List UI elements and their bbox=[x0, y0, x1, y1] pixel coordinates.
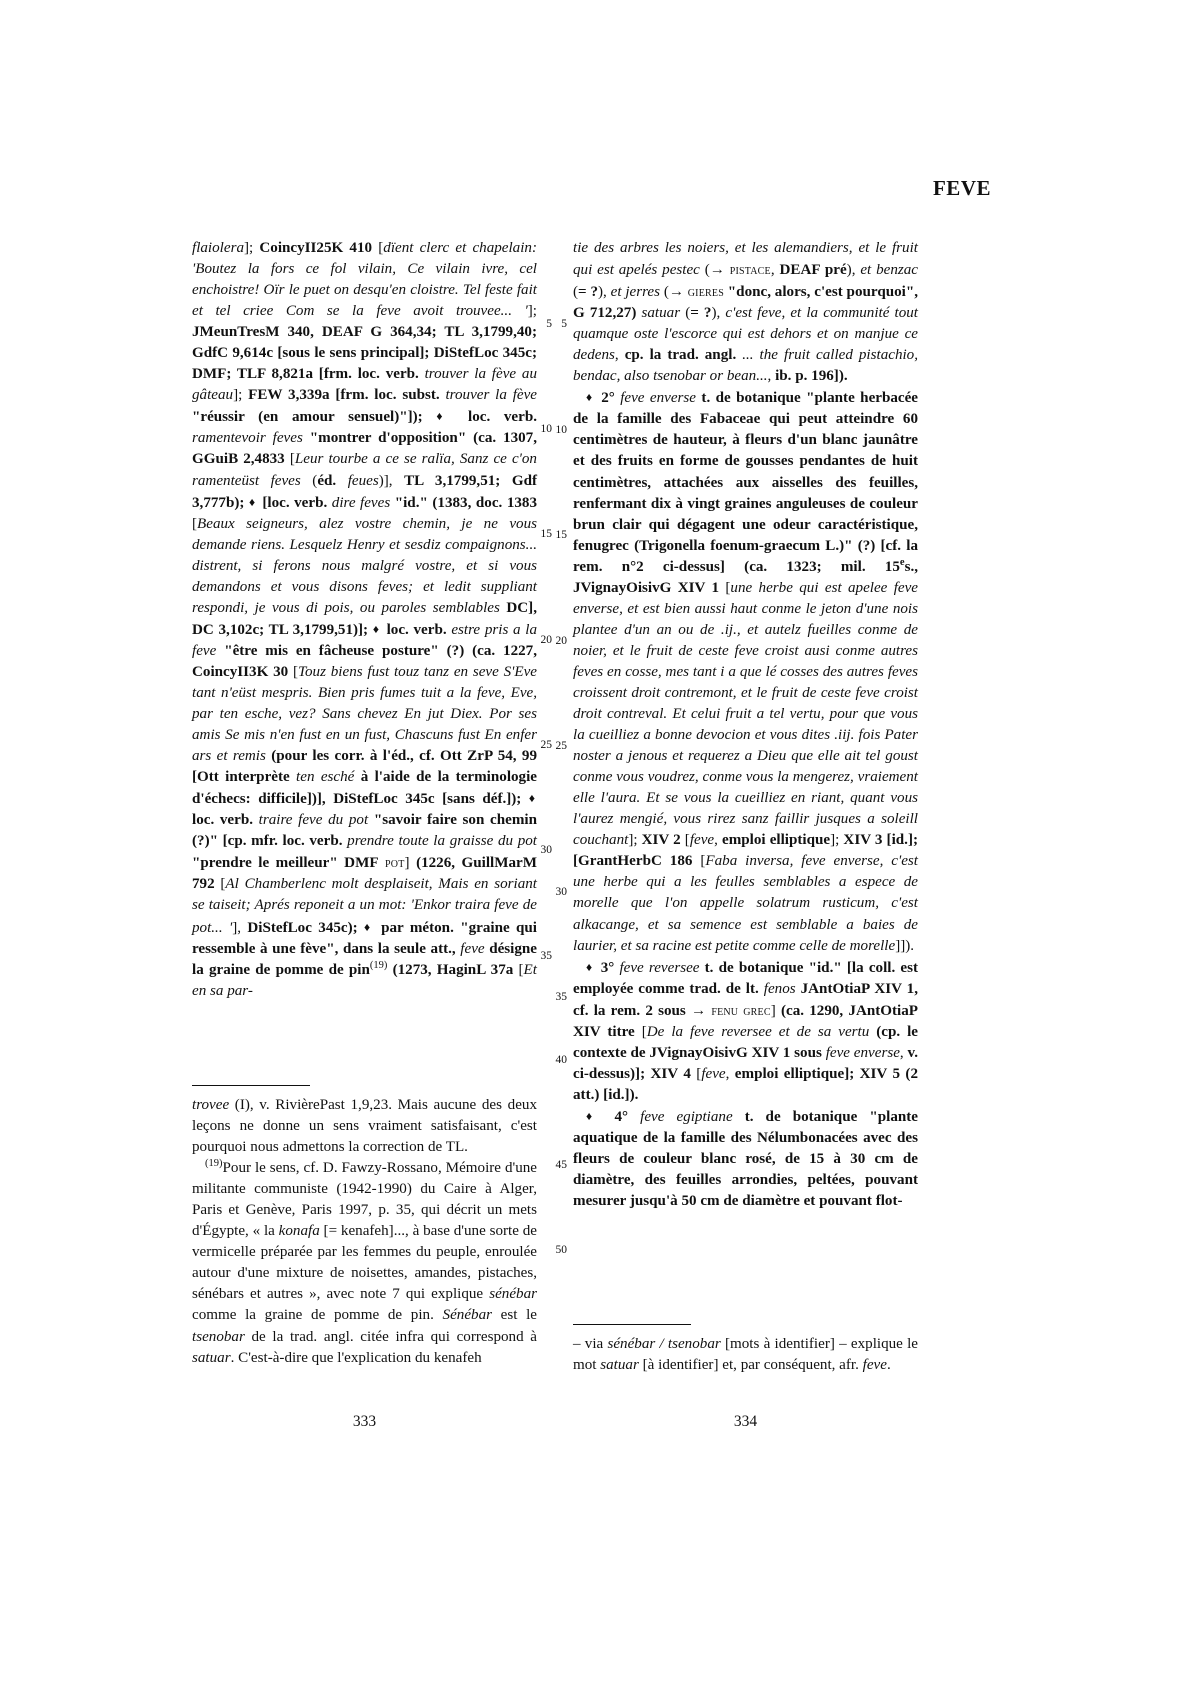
running-head: FEVE bbox=[932, 176, 991, 200]
line-number: 25 bbox=[555, 740, 567, 752]
paragraph: ♦ 4° feve egiptiane t. de botanique "plante aquatique de la famille des Nélumbonacées avec des fleurs de couleur blanc rosé, de 15 à 30 cm de diamètre, des feuilles arrondies, peltées, pouvant mesurer jusqu'à 50 cm de diamètre et pouvant flot- bbox=[573, 1108, 918, 1210]
paragraph: tie des arbres les noiers, et les alemandiers, et le fruit qui est apelés pestec (→ pistace, DEAF pré), et benzac (= ?), et jerres (→ gieres "donc, alors, c'est pourquoi", G 712,27) satuar (= ?), c'est feve, et la communité tout quamque oste l'escorce qui est dehors et on manjue ce dedens, cp. la trad. angl. ... the fruit called pistachio, bendac, also tsenobar or bean..., ib. p. 196]). bbox=[573, 240, 919, 385]
line-number: 30 bbox=[540, 844, 552, 856]
paragraph: trovee (I), v. RivièrePast 1,9,23. Mais aucune des deux leçons ne donne un sens vraiment satisfaisant, c'est pourquoi nous admettons la correction de TL. bbox=[192, 1097, 537, 1156]
paragraph: flaiolera]; CoincyII25K 410 [dïent clerc et chapelain: 'Boutez la fors ce fol vilain, Ce vilain ivre, cel enchoistre! Oïr le puet on desqu'en cloistre. Tel feste fait et tel criee Com se la feve avoit trouvee... ']; JMeunTresM 340, DEAF G 364,34; TL 3,1799,40; GdfC 9,614c [sous le sens principal]; DiStefLoc 345c; DMF; TLF 8,821a [frm. loc. verb. trouver la fève au gâteau]; FEW 3,339a [frm. loc. subst. trouver la fève "réussir (en amour sensuel)"]); ♦ loc. verb. ramentevoir feves "montrer d'opposition" (ca. 1307, GGuiB 2,4833 [Leur tourbe a ce se ralïa, Sanz ce c'on ramenteüst feves (éd. feues)], TL 3,1799,51; Gdf 3,777b); ♦ [loc. verb. dire feves "id." (1383, doc. 1383 [Beaux seigneurs, alez vostre chemin, je ne vous demande riens. Lesquelz Henry et sesdiz compaignons... distrent, si ferons nous malgré vostre, et si vous demandons et vous disons feves; et ledit suppliant respondi, je vous di pois, ou paroles semblables DC], DC 3,102c; TL 3,1799,51)]; ♦ loc. verb. estre pris a la feve "être mis en fâcheuse posture" (?) (ca. 1227, CoincyII3K 30 [Touz biens fust touz tanz en seve S'Eve tant n'eüst mespris. Bien pris fumes tuit a la feve, Eve, par ten esche, vez? Sans chevez En jut Diex. Por ses amis Se mis n'en fust en un fust, Chascuns fust En enfer ars et remis (pour les corr. à l'éd., cf. Ott ZrP 54, 99 [Ott interprète ten esché à l'aide de la terminologie d'échecs: difficile])], DiStefLoc 345c [sans déf.]); ♦ loc. verb. traire feve du pot "savoir faire son chemin (?)" [cp. mfr. loc. verb. prendre toute la graisse du pot "prendre le meilleur" DMF pot] (1226, GuillMarM 792 [Al Chamberlenc molt desplaiseit, Mais en soriant se taiseit; Aprés reponeit a un mot: 'Enkor traira feve de pot... '], DiStefLoc 345c); ♦ par méton. "graine qui ressemble à une fève", dans la seule att., feve désigne la graine de pomme de pin$^{(19)}$ (1273, HaginL 37a [Et en sa par- bbox=[192, 240, 538, 999]
line-number: 40 bbox=[555, 1054, 567, 1066]
line-number: 5 bbox=[561, 318, 567, 330]
line-number: 30 bbox=[555, 886, 567, 898]
line-number: 5 bbox=[546, 318, 552, 330]
line-number: 20 bbox=[540, 634, 552, 646]
line-number: 10 bbox=[555, 424, 567, 436]
line-number: 35 bbox=[555, 991, 567, 1003]
line-number: 45 bbox=[555, 1159, 567, 1171]
footnote-rule bbox=[192, 1085, 310, 1086]
left-text-column bbox=[192, 238, 537, 1002]
line-number: 15 bbox=[555, 529, 567, 541]
footnote-rule bbox=[573, 1324, 691, 1325]
line-number: 20 bbox=[555, 635, 567, 647]
line-number: 50 bbox=[555, 1244, 567, 1256]
line-number: 35 bbox=[540, 950, 552, 962]
right-text-column bbox=[573, 238, 918, 1212]
paragraph: – via sénébar / tsenobar [mots à identifier] – explique le mot satuar [à identifier] et, par conséquent, afr. feve. bbox=[573, 1336, 918, 1374]
line-number: 15 bbox=[540, 528, 552, 540]
folio-right: 334 bbox=[733, 1413, 758, 1430]
folio-left: 333 bbox=[352, 1413, 377, 1430]
right-footnote-block bbox=[573, 1324, 918, 1376]
left-footnote-block bbox=[192, 1085, 537, 1369]
line-number: 25 bbox=[540, 739, 552, 751]
paragraph: ♦ 2° feve enverse t. de botanique "plante herbacée de la famille des Fabaceae qui peut atteindre 60 centimètres de hauteur, à fleurs d'un blanc jaunâtre et des fruits en forme de gousses pendantes de huit centimètres, attachées aux aisselles des feuilles, renfermant dix à vingt graines anguleuses de couleur brun clair qui dégagent une odeur caractéristique, fenugrec (Trigonella foenum-graecum L.)" (?) [cf. la rem. n°2 ci-dessus] (ca. 1323; mil. 15es., JVignayOisivG XIV 1 [une herbe qui est apelee feve enverse, et est bien aussi haut conme le jeton d'une nois plantee d'un an ou de .ij., et autelz fueilles conme de noier, et le fruit de ceste feve croist ausi conme autres feves en cosse, mes tant i a que lé cosses des autres feves croissent droit contremont, et le fruit de ceste feve croist droit contreval. Et celui fruit a tel vertu, pour que vous la cueilliez a bonne devocion et vous dites .iij. fois Pater noster a jenous et requerez a Dieu que elle ait tel goust conme vous voudrez, conme vous la mengerez, vraiement elle l'aura. Et se vous la cueilliez en riant, quant vous l'aurez mengié, vous rirez sanz faillir jusques a soleill couchant]; XIV 2 [feve, emploi elliptique]; XIV 3 [id.]; [GrantHerbC 186 [Faba inversa, feve enverse, c'est une herbe qui a les feulles semblables a espece de morelle que l'on appelle solatrum rusticum, c'est alkacange, et sa semence est semblable a baies de laurier, et sa racine est petite comme celle de morelle]]). bbox=[573, 390, 919, 954]
paragraph: ♦ 3° feve reversee t. de botanique "id." [la coll. est employée comme trad. de lt. fenos JAntOtiaP XIV 1, cf. la rem. 2 sous → fenu grec] (ca. 1290, JAntOtiaP XIV titre [De la feve reversee et de sa vertu (cp. le contexte de JVignayOisivG XIV 1 sous feve enverse, v. ci-dessus)]; XIV 4 [feve, emploi elliptique]; XIV 5 (2 att.) [id.]). bbox=[573, 959, 919, 1103]
line-number: 10 bbox=[540, 423, 552, 435]
paragraph: $^{(19)}$Pour le sens, cf. D. Fawzy-Rossano, Mémoire d'une militante communiste (1942-1990) du Caire à Alger, Paris et Genève, Paris 1997, p. 35, qui décrit un mets d'Égypte, « la konafa [= kenafeh]..., à base d'une sorte de vermicelle préparée par les femmes du peuple, enroulée autour d'une mixture de noisettes, amandes, pistaches, sénébars et autres », avec note 7 qui explique sénébar comme la graine de pomme de pin. Sénébar est le tsenobar de la trad. angl. citée infra qui correspond à satuar. C'est-à-dire que l'explication du kenafeh bbox=[192, 1158, 537, 1366]
